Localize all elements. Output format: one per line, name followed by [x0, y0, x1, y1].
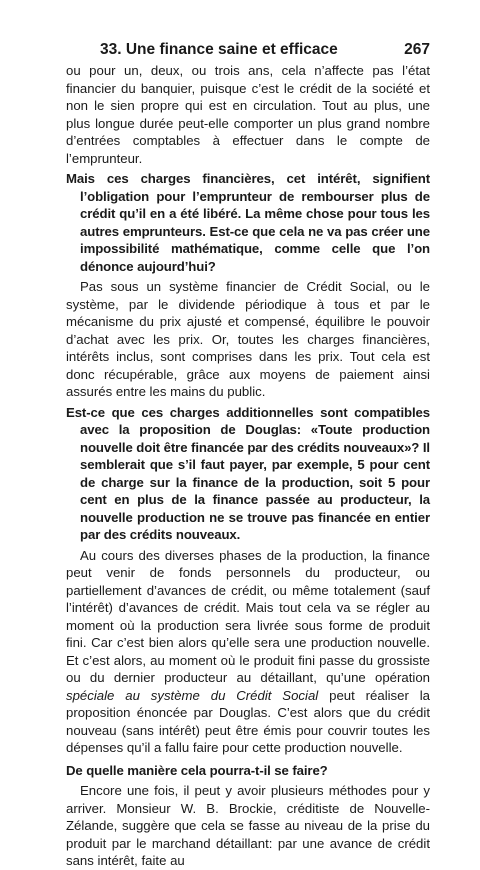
- question-how: De quelle manière cela pourra-t-il se faire?: [66, 762, 328, 778]
- paragraph-brockie-method: Encore une fois, il peut y avoir plusieurs méthodes pour y arriver. Monsieur W. B. Brockie, créditiste de Nouvelle-Zélande, suggère que cela se fasse au niveau de la prise du produit par le marchand détaillant: par une avance de crédit sans intérêt, faite au: [66, 783, 430, 868]
- page-number: 267: [404, 41, 430, 58]
- paragraph-production-phases: [66, 547, 430, 757]
- question-interest-obligation: Mais ces charges financières, cet intérêt, signifient l’obligation pour l’emprunteur de rembourser plus de crédit qu’il en a été libéré. La même chose pour tous les autres emprunteurs. Est-ce que cela ne va pas créer une impossibilité mathématique, comme celle que l’on dénonce aujourd’hui?: [66, 171, 430, 274]
- text-run: peut réaliser la proposition énoncée par Douglas. C’est alors que du crédit nouveau (sans intérêt) peut être émis pour couvrir toutes les dépenses qu’il a fallu faire pour cette production nouvelle.: [66, 687, 431, 755]
- chapter-title: 33. Une finance saine et efficace: [100, 41, 338, 58]
- running-header: [66, 40, 430, 60]
- text-run: Au cours des diverses phases de la production, la finance peut venir de fonds personnels du producteur, ou partiellement d’avances de crédit, ou même totalement (sauf l’intérêt) d’avances de crédit. Mais tout cela va se régler au moment où la production sera livrée sous forme de produit fini. Car c’est bien alors qu’elle sera une production nouvelle. Et c’est alors, au moment où le produit fini passe du grossiste ou du dernier producteur au détaillant, qu’une opération: [66, 547, 430, 685]
- question-douglas-proposition: Est-ce que ces charges additionnelles sont compatibles avec la proposition de Douglas: «Toute production nouvelle doit être financée par des crédits nouveaux»? Il semblerait que s’il faut payer, par exemple, 5 pour cent de charge sur la finance de la production, soit 5 pour cent en plus de la finance passée au producteur, la nouvelle production ne se trouve pas financée en entier par des crédits nouveaux.: [66, 404, 430, 542]
- paragraph-social-credit-answer: Pas sous un système financier de Crédit Social, ou le système, par le dividende périodique à tous et par le mécanisme du prix ajusté et compensé, équilibre le pouvoir d’achat avec les prix. Or, toutes les charges financières, intérêts inclus, sont comprises dans les prix. Tout cela est donc récupérable, grâce aux moyens de paiement ainsi assurés entre les mains du public.: [66, 279, 430, 399]
- paragraph-continuation: ou pour un, deux, ou trois ans, cela n’affecte pas l’état financier du banquier, puisque c’est le crédit de la société et non le sien propre qui est en circulation. Tout au plus, une plus longue durée peut-elle comporter un plus grand nombre d’entrées comptables à effectuer dans le compte de l’emprunteur.: [66, 63, 430, 166]
- italic-emphasis: spéciale au système du Crédit Social: [66, 687, 319, 703]
